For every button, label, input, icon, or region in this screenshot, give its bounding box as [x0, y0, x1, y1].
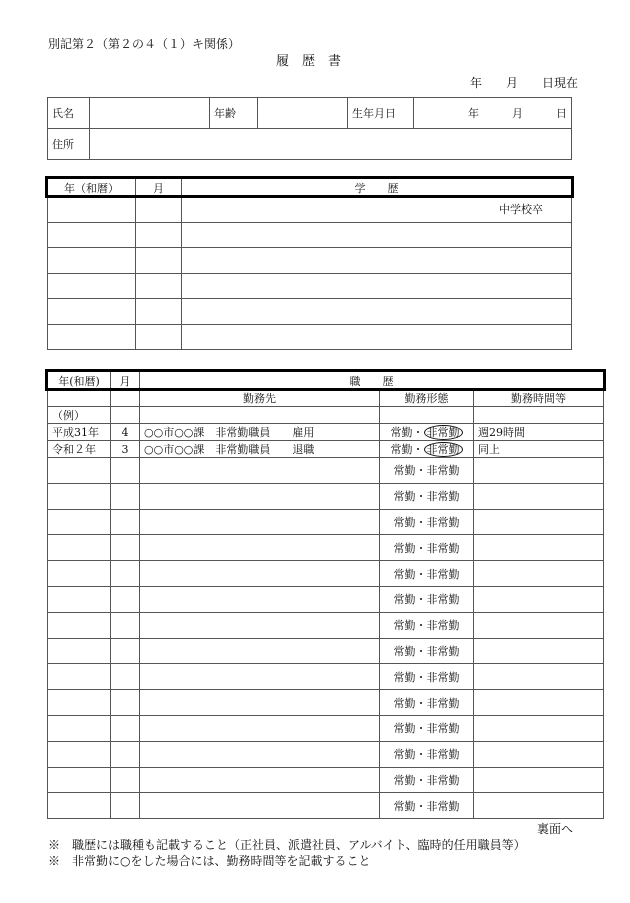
example-blank — [111, 407, 140, 424]
career-hours-cell[interactable] — [474, 483, 604, 509]
personal-info-table — [47, 97, 572, 160]
career-month-cell[interactable] — [111, 612, 140, 638]
career-workplace-cell[interactable] — [140, 741, 380, 767]
career-hours-cell[interactable] — [474, 561, 604, 587]
career-year-header: 年(和暦) — [48, 372, 111, 390]
career-year-cell[interactable] — [48, 586, 111, 612]
career-hours-cell[interactable] — [474, 612, 604, 638]
education-text-cell[interactable] — [182, 248, 572, 274]
education-month-cell[interactable] — [136, 273, 182, 299]
career-year-cell[interactable] — [48, 767, 111, 793]
note-2: ※ 非常勤に○をした場合には、勤務時間等を記載すること — [48, 854, 371, 868]
career-year-cell[interactable] — [48, 793, 111, 819]
career-table — [47, 371, 604, 819]
career-workplace-cell[interactable] — [140, 483, 380, 509]
education-month-cell[interactable] — [136, 324, 182, 350]
career-month-cell[interactable] — [111, 458, 140, 484]
career-row — [48, 586, 604, 612]
career-form-cell[interactable]: 常勤・非常勤 — [380, 767, 474, 793]
example-workplace: ○○市○○課 非常勤職員 — [144, 426, 271, 439]
career-month-cell[interactable] — [111, 664, 140, 690]
career-workplace-cell[interactable] — [140, 612, 380, 638]
education-row — [48, 273, 572, 299]
example-form-parttime-circled: 非常勤 — [424, 442, 463, 457]
career-workplace-cell[interactable] — [140, 767, 380, 793]
education-month-cell[interactable] — [136, 197, 182, 223]
career-row — [48, 509, 604, 535]
birth-field[interactable]: 年 月 日 — [414, 98, 572, 129]
example-blank — [140, 407, 380, 424]
document-title: 履 歴 書 — [276, 54, 342, 69]
career-year-cell[interactable] — [48, 638, 111, 664]
education-title-header: 学 歴 — [182, 179, 572, 197]
career-hours-cell[interactable] — [474, 458, 604, 484]
career-row — [48, 767, 604, 793]
career-row — [48, 664, 604, 690]
career-month-cell[interactable] — [111, 561, 140, 587]
career-year-cell[interactable] — [48, 690, 111, 716]
career-year-cell[interactable] — [48, 715, 111, 741]
example-form-fulltime: 常勤・ — [390, 426, 424, 439]
career-subheader-blank — [48, 390, 111, 407]
career-row — [48, 741, 604, 767]
career-form-cell[interactable]: 常勤・非常勤 — [380, 586, 474, 612]
career-month-cell[interactable] — [111, 638, 140, 664]
example-hours: 同上 — [474, 441, 604, 458]
career-form-cell[interactable]: 常勤・非常勤 — [380, 612, 474, 638]
career-workplace-cell[interactable] — [140, 509, 380, 535]
career-workplace-cell[interactable] — [140, 561, 380, 587]
hours-header: 勤務時間等 — [474, 390, 604, 407]
career-hours-cell[interactable] — [474, 509, 604, 535]
career-form-cell[interactable]: 常勤・非常勤 — [380, 509, 474, 535]
career-year-cell[interactable] — [48, 612, 111, 638]
age-field[interactable] — [258, 98, 348, 129]
career-hours-cell[interactable] — [474, 741, 604, 767]
career-month-cell[interactable] — [111, 535, 140, 561]
date-line: 年 月 日現在 — [470, 76, 579, 90]
example-status: 雇用 — [292, 426, 315, 439]
career-year-cell[interactable] — [48, 664, 111, 690]
education-row — [48, 324, 572, 350]
career-form-cell[interactable]: 常勤・非常勤 — [380, 690, 474, 716]
career-form-cell[interactable]: 常勤・非常勤 — [380, 715, 474, 741]
example-blank — [474, 407, 604, 424]
career-workplace-cell[interactable] — [140, 793, 380, 819]
career-year-cell[interactable] — [48, 535, 111, 561]
career-title-header: 職 歴 — [140, 372, 604, 390]
workplace-header: 勤務先 — [140, 390, 380, 407]
career-row — [48, 638, 604, 664]
education-text-cell[interactable]: 中学校卒 — [182, 197, 572, 223]
career-workplace-cell[interactable] — [140, 638, 380, 664]
career-subheader-blank — [111, 390, 140, 407]
example-month: 3 — [111, 441, 140, 458]
education-row — [48, 299, 572, 325]
education-table — [47, 178, 572, 350]
example-hours: 週29時間 — [474, 424, 604, 441]
career-workplace-cell[interactable] — [140, 458, 380, 484]
career-year-cell[interactable] — [48, 483, 111, 509]
education-year-cell[interactable] — [48, 324, 136, 350]
career-hours-cell[interactable] — [474, 715, 604, 741]
career-row — [48, 535, 604, 561]
example-form — [380, 424, 474, 441]
name-label: 氏名 — [48, 98, 90, 129]
example-year: 平成31年 — [48, 424, 111, 441]
career-hours-cell[interactable] — [474, 535, 604, 561]
career-year-cell[interactable] — [48, 509, 111, 535]
example-form — [380, 441, 474, 458]
career-row — [48, 483, 604, 509]
address-label: 住所 — [48, 129, 90, 160]
career-row — [48, 715, 604, 741]
career-form-cell[interactable]: 常勤・非常勤 — [380, 535, 474, 561]
education-text-cell[interactable] — [182, 273, 572, 299]
career-form-cell[interactable]: 常勤・非常勤 — [380, 638, 474, 664]
education-year-cell[interactable] — [48, 197, 136, 223]
education-month-cell[interactable] — [136, 222, 182, 248]
career-year-cell[interactable] — [48, 561, 111, 587]
career-month-cell[interactable] — [111, 586, 140, 612]
career-form-cell[interactable]: 常勤・非常勤 — [380, 458, 474, 484]
education-year-cell[interactable] — [48, 222, 136, 248]
career-form-cell[interactable]: 常勤・非常勤 — [380, 793, 474, 819]
education-text-cell[interactable] — [182, 324, 572, 350]
career-hours-cell[interactable] — [474, 767, 604, 793]
example-blank — [380, 407, 474, 424]
career-row — [48, 612, 604, 638]
education-row — [48, 222, 572, 248]
education-year-cell[interactable] — [48, 273, 136, 299]
career-row — [48, 561, 604, 587]
career-month-cell[interactable] — [111, 741, 140, 767]
age-label: 年齢 — [210, 98, 258, 129]
career-workplace-cell[interactable] — [140, 586, 380, 612]
career-hours-cell[interactable] — [474, 586, 604, 612]
back-page-note: 裏面へ — [537, 822, 574, 836]
career-header-frame — [45, 369, 606, 391]
career-month-cell[interactable] — [111, 793, 140, 819]
career-workplace-cell[interactable] — [140, 664, 380, 690]
birth-label: 生年月日 — [348, 98, 414, 129]
career-workplace-cell[interactable] — [140, 715, 380, 741]
career-form-cell[interactable]: 常勤・非常勤 — [380, 741, 474, 767]
education-year-cell[interactable] — [48, 299, 136, 325]
career-workplace-cell[interactable] — [140, 690, 380, 716]
career-workplace-cell[interactable] — [140, 535, 380, 561]
career-row — [48, 690, 604, 716]
career-form-cell[interactable]: 常勤・非常勤 — [380, 561, 474, 587]
education-text-cell[interactable] — [182, 222, 572, 248]
example-status: 退職 — [292, 443, 315, 456]
example-workplace: ○○市○○課 非常勤職員 — [144, 443, 271, 456]
career-month-cell[interactable] — [111, 509, 140, 535]
address-field[interactable] — [90, 129, 572, 160]
education-row — [48, 197, 572, 223]
education-year-header: 年（和暦） — [48, 179, 136, 197]
career-example-row — [48, 424, 604, 441]
career-hours-cell[interactable] — [474, 793, 604, 819]
form-header: 勤務形態 — [380, 390, 474, 407]
career-form-cell[interactable]: 常勤・非常勤 — [380, 483, 474, 509]
example-form-parttime-circled: 非常勤 — [424, 425, 463, 440]
education-month-header: 月 — [136, 179, 182, 197]
example-workplace-cell — [140, 424, 380, 441]
career-month-cell[interactable] — [111, 715, 140, 741]
education-year-cell[interactable] — [48, 248, 136, 274]
career-hours-cell[interactable] — [474, 690, 604, 716]
career-month-header: 月 — [111, 372, 140, 390]
example-workplace-cell — [140, 441, 380, 458]
career-hours-cell[interactable] — [474, 664, 604, 690]
example-form-fulltime: 常勤・ — [390, 443, 424, 456]
name-field[interactable] — [90, 98, 210, 129]
note-1: ※ 職歴には職種も記載すること（正社員、派遣社員、アルバイト、臨時的任用職員等） — [48, 838, 526, 852]
example-year: 令和２年 — [48, 441, 111, 458]
career-year-cell[interactable] — [48, 458, 111, 484]
education-text-cell[interactable] — [182, 299, 572, 325]
example-label: （例） — [48, 407, 111, 424]
career-form-cell[interactable]: 常勤・非常勤 — [380, 664, 474, 690]
career-month-cell[interactable] — [111, 767, 140, 793]
education-month-cell[interactable] — [136, 248, 182, 274]
example-month: 4 — [111, 424, 140, 441]
form-reference: 別記第２（第２の４（１）キ関係） — [48, 37, 241, 51]
career-year-cell[interactable] — [48, 741, 111, 767]
education-month-cell[interactable] — [136, 299, 182, 325]
career-row — [48, 793, 604, 819]
career-hours-cell[interactable] — [474, 638, 604, 664]
education-header-frame — [45, 176, 574, 198]
career-month-cell[interactable] — [111, 483, 140, 509]
education-row — [48, 248, 572, 274]
career-row — [48, 458, 604, 484]
career-example-row — [48, 441, 604, 458]
career-month-cell[interactable] — [111, 690, 140, 716]
